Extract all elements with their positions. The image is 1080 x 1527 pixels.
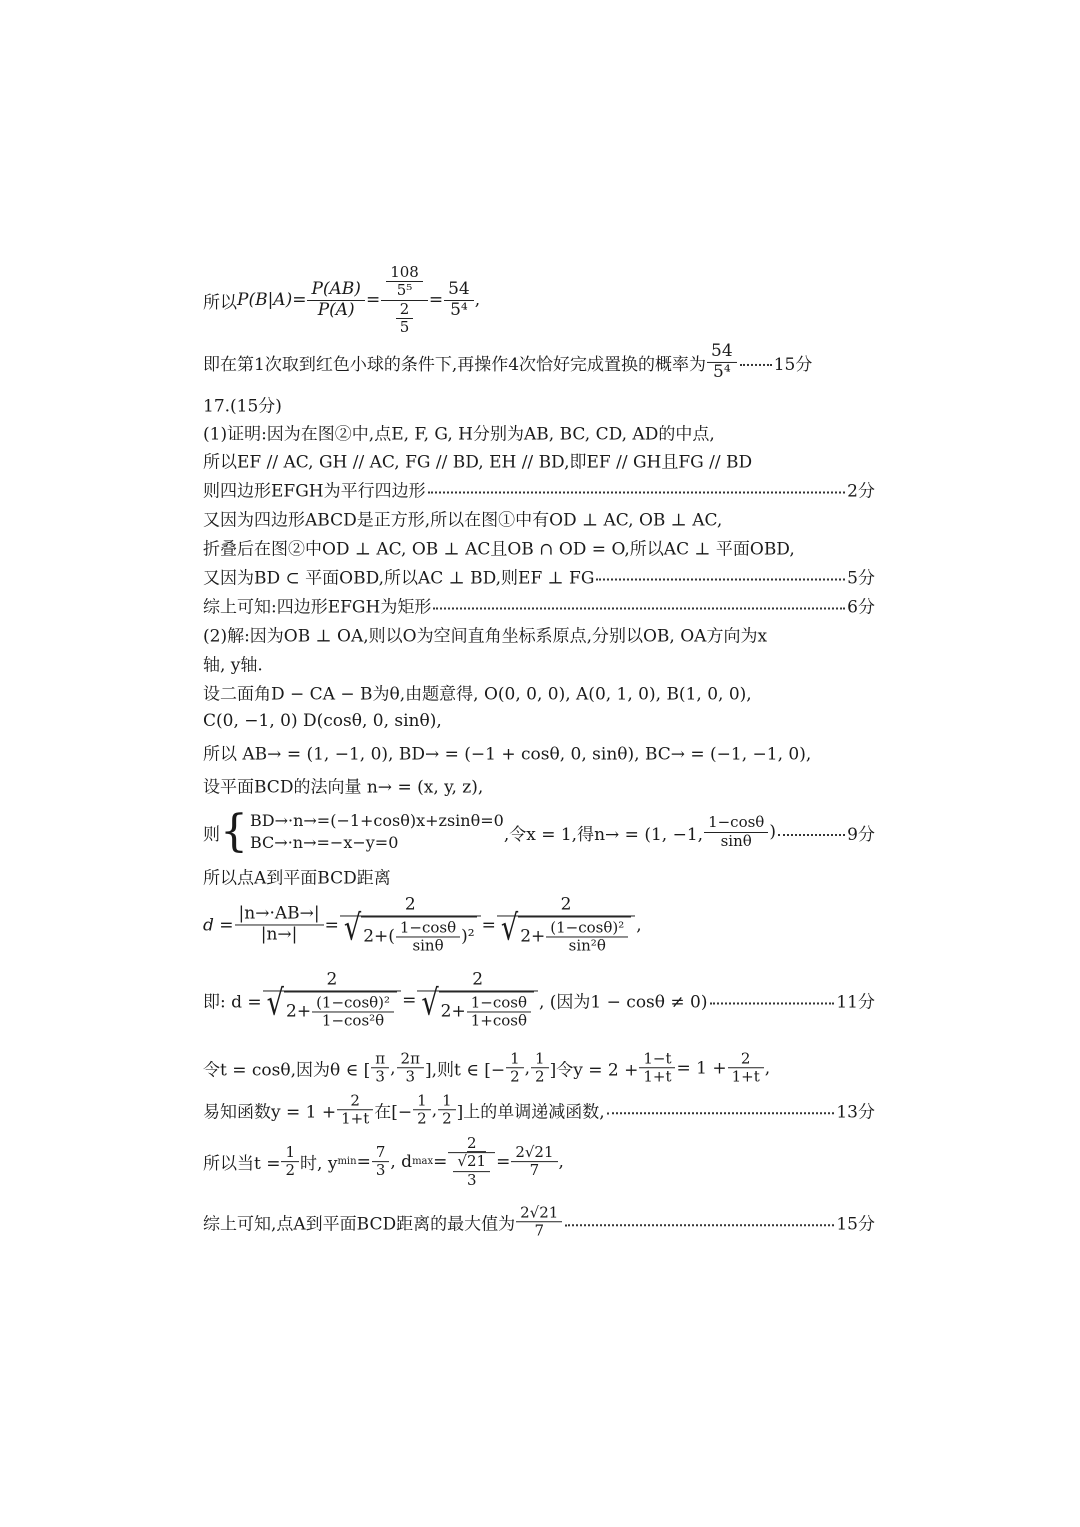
score: 2分 <box>847 481 875 502</box>
leader-dots <box>596 578 845 580</box>
distance-simplified: 即: d = 2 √ 2+ $\frac{\text{(1−cosθ)²}}{\text{1−cos²θ}}$ = 2 √ 2+ $\frac{1-\cos\theta}{1+\cos\theta}$ , (因为1 − cosθ ≠ 0) 11分 <box>203 969 875 1030</box>
text: , (因为1 − cosθ ≠ 0) <box>538 992 708 1013</box>
fraction: 2√21 7 <box>518 1204 560 1240</box>
monotonic-line: 易知函数y = 1 + $\frac{2}{1+t}$ 在[− $\frac{1}{2}$ , 1 2 ]上的单调递减函数, 13分 <box>203 1091 875 1128</box>
equation-system: BD→·n→=(−1+cosθ)x+zsinθ=0 BC→·n→=−x−y=0 <box>250 811 504 852</box>
text: P(B|A)= <box>237 290 307 310</box>
text-line: 又因为四边形ABCD是正方形,所以在图①中有OD ⊥ AC, OB ⊥ AC, <box>203 510 723 531</box>
score-line <box>203 477 875 502</box>
text-line: 所以 AB→ = (1, −1, 0), BD→ = (−1 + cosθ, 0, sinθ), BC→ = (−1, −1, 0), <box>203 744 812 765</box>
leader-dots <box>433 607 845 609</box>
equation-system-line <box>203 806 875 857</box>
text-line: 轴, y轴. <box>203 655 263 676</box>
text-line: 设二面角D − CA − B为θ,由题意得, O(0, 0, 0), A(0, 1, 0), B(1, 0, 0), <box>203 684 752 705</box>
leader-dots <box>710 1002 835 1004</box>
text: 则 <box>203 824 220 845</box>
fraction: 1−cosθ sinθ <box>706 814 766 850</box>
text: ,令x = 1,得n→ = (1, −1, <box>503 824 704 845</box>
fraction: 54 5⁴ <box>709 342 735 382</box>
text-line: 所以EF // AC, GH // AC, FG // BD, EH // BD,即EF // GH且FG // BD <box>203 452 753 473</box>
text: = <box>481 914 496 935</box>
text: 所以 <box>203 292 237 313</box>
fraction: $\frac{\frac{108}{\text{5⁵}}}{\frac{2}{5}}$ <box>383 264 426 336</box>
conditional-probability-line <box>203 264 875 336</box>
text: ) <box>769 822 776 842</box>
score: 15分 <box>836 1214 875 1235</box>
text: 综上可知:四边形EFGH为矩形 <box>203 597 432 618</box>
leader-dots <box>565 1224 834 1226</box>
text-line: (2)解:因为OB ⊥ OA,则以O为空间直角坐标系原点,分别以OB, OA方向为x <box>203 626 768 647</box>
score-line <box>203 564 875 589</box>
text-line: (1)证明:因为在图②中,点E, F, G, H分别为AB, BC, CD, AD的中点, <box>203 424 715 445</box>
text: 又因为BD ⊂ 平面OBD,所以AC ⊥ BD,则EF ⊥ FG <box>203 568 595 589</box>
score: 13分 <box>836 1102 875 1123</box>
score: 5分 <box>847 568 875 589</box>
text-line: C(0, −1, 0) D(cosθ, 0, sinθ), <box>203 711 442 731</box>
final-conclusion <box>203 1204 875 1240</box>
fraction: $\frac{54}{\text{5⁴}}$ <box>446 280 472 320</box>
text: = <box>428 290 444 310</box>
text: d = <box>203 914 234 935</box>
score: 11分 <box>836 992 875 1013</box>
text-line: 折叠后在图②中OD ⊥ AC, OB ⊥ AC且OB ∩ OD = O,所以AC ⊥ 平面OBD, <box>203 539 795 560</box>
fraction: 2 √ 2+ $\frac{\text{(1−cosθ)²}}{\text{sin²θ}}$ <box>499 895 633 954</box>
substitution-line: 令t = cosθ,因为θ ∈ [ π 3 , 2π 3 ],则t ∈ [− $\frac{1}{2}$ , 1 2 ]令y = 2 + $\frac{1-t}{1+t}$ = 1 + $\frac{2}{1+t}$ , <box>203 1049 771 1086</box>
leader-dots <box>607 1112 835 1114</box>
fraction: 2 √ 2+ $\frac{1-\cos\theta}{1+\cos\theta}$ <box>419 970 536 1029</box>
brace: { <box>220 806 248 857</box>
leader-dots <box>740 364 772 366</box>
max-value-line: 所以当t = $\frac{1}{2}$ 时, y min = $\frac{7}{3}$ , d max = $\frac{2}{\frac{√21}{3}}$ = $\frac{2√21}{7}$ , <box>203 1134 564 1189</box>
question-heading: 17.(15分) <box>203 396 282 417</box>
leader-dots <box>778 834 845 836</box>
text: , <box>636 914 642 935</box>
probability-conclusion <box>203 342 875 382</box>
score-line <box>203 593 875 618</box>
text: , <box>474 290 481 310</box>
fraction: $\frac{|n\to\cdot AB\to|}{|n\to|}$ <box>237 905 322 945</box>
text: 则四边形EFGH为平行四边形 <box>203 481 426 502</box>
text-line: 所以点A到平面BCD距离 <box>203 868 391 889</box>
fraction: 2 √ 2+ $\frac{\text{(1−cosθ)²}}{\text{1−cos²θ}}$ <box>265 970 399 1029</box>
fraction: $\frac{P(AB)}{P(A)}$ <box>309 280 362 320</box>
score: 9分 <box>847 824 875 845</box>
text: 综上可知,点A到平面BCD距离的最大值为 <box>203 1214 516 1235</box>
text: = <box>365 290 381 310</box>
distance-formula <box>203 895 875 954</box>
fraction: 2 √ 2+( 1−cosθ sinθ )² <box>342 895 479 954</box>
text-line: 设平面BCD的法向量 n→ = (x, y, z), <box>203 777 484 798</box>
text: 即在第1次取到红色小球的条件下,再操作4次恰好完成置换的概率为 <box>203 354 707 375</box>
score: 6分 <box>847 597 875 618</box>
score: 15分 <box>773 354 813 375</box>
text: 即: d = <box>203 992 262 1013</box>
text: = <box>324 914 339 935</box>
leader-dots <box>428 491 846 493</box>
